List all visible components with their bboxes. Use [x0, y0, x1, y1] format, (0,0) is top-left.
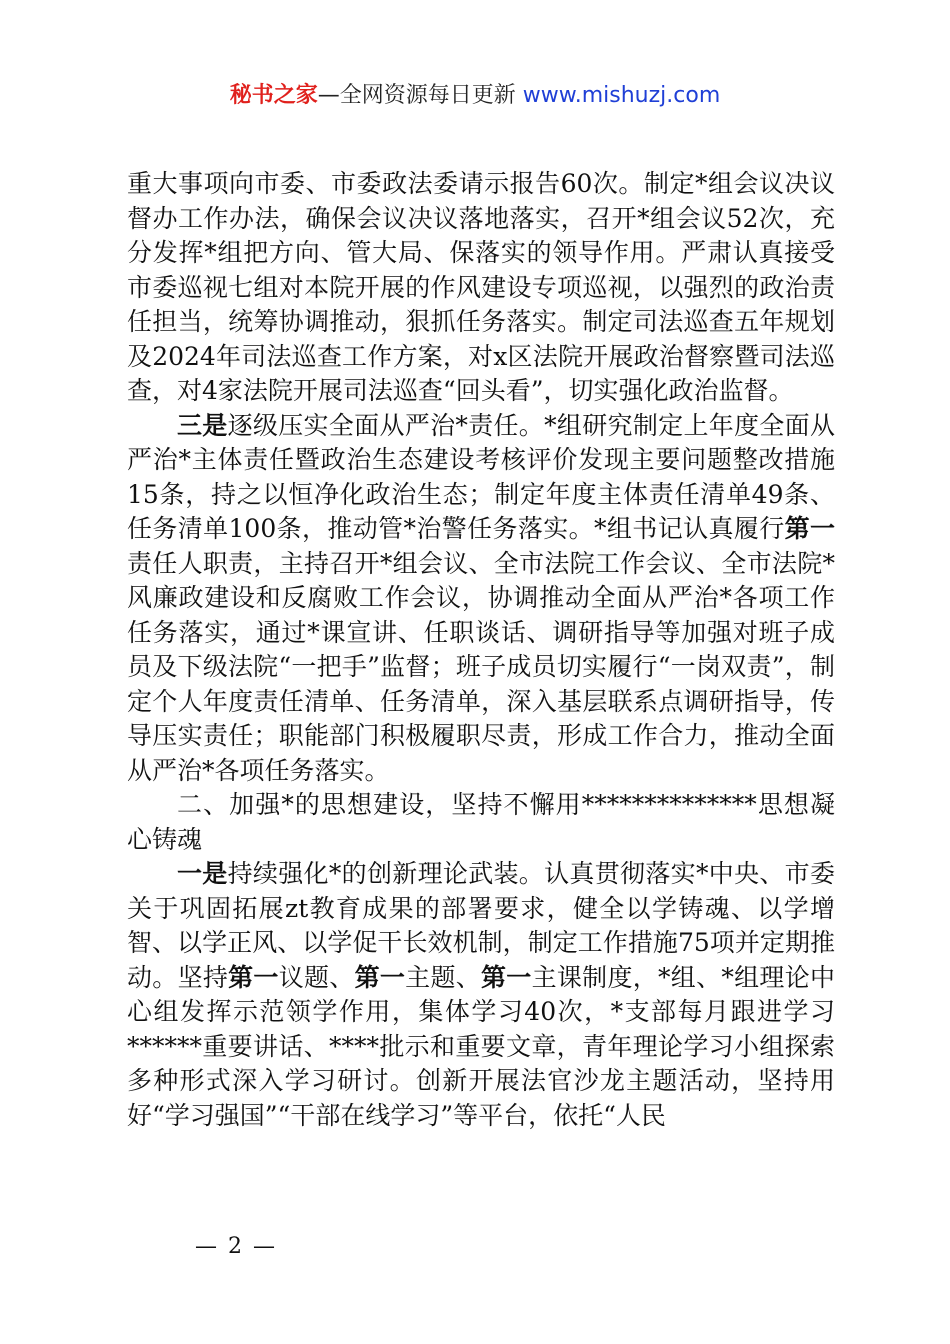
text-run: 二、加强*的思想建设，坚持不懈用**************思想凝心铸魂 — [127, 790, 835, 854]
section-heading — [127, 788, 835, 857]
site-tagline: 全网资源每日更新 — [339, 83, 516, 108]
site-banner — [0, 80, 950, 112]
bold-text-run: 第一 — [481, 962, 532, 992]
bold-text-run: 第一 — [354, 962, 406, 992]
bold-text-run: 第一 — [228, 962, 279, 992]
paragraph — [127, 857, 835, 1133]
text-run: 责任人职责，主持召开*组会议、全市法院工作会议、全市法院*风廉政建设和反腐败工作会议，协调推动全面从严治*各项工作任务落实，通过*课宣讲、任职谈话、调研指导等加强对班子成员及下级法院“一把手”监督；班子成员切实履行“一岗双责”，制定个人年度责任清单、任务清单，深入基层联系点调研指导，传导压实责任；职能部门积极履职尽责，形成工作合力，推动全面从严治*各项任务落实。 — [127, 548, 835, 785]
document-body — [127, 167, 835, 1133]
bold-text-run: 第一 — [784, 514, 835, 543]
text-run: 主课制度，*组、*组理论中心组发挥示范领学作用，集体学习40次，*支部每月跟进学习******重要讲话、****批示和重要文章，青年理论学习小组探索多种形式深入学习研讨。创新开展法官沙龙主题活动，坚持用好“学习强国”“干部在线学习”等平台，依托“人民 — [127, 962, 835, 1130]
text-run: 逐级压实全面从严治*责任。*组研究制定上年度全面从严治*主体责任暨政治生态建设考核评价发现主要问题整改措施15条，持之以恒净化政治生态；制定年度主体责任清单49条、任务清单100条，推动管*治警任务落实。*组书记认真履行 — [127, 410, 835, 543]
text-run: 主题、 — [405, 962, 482, 992]
site-url-link[interactable]: www.mishuzj.com — [522, 83, 721, 108]
bold-text-run: 三是 — [177, 410, 228, 440]
paragraph — [127, 167, 835, 409]
text-run: 重大事项向市委、市委政法委请示报告60次。制定*组会议决议督办工作办法，确保会议决议落地落实，召开*组会议52次，充分发挥*组把方向、管大局、保落实的领导作用。严肃认真接受市委巡视七组对本院开展的作风建设专项巡视，以强烈的政治责任担当，统筹协调推动，狠抓任务落实。制定司法巡查五年规划及2024年司法巡查工作方案，对x区法院开展政治督察暨司法巡查，对4家法院开展司法巡查“回头看”，切实强化政治监督。 — [127, 169, 835, 405]
site-brand-name: 秘书之家 — [229, 83, 318, 108]
bold-text-run: 一是 — [177, 859, 228, 888]
text-run: 持续强化*的创新理论武装。认真贯彻落实*中央、市委关于巩固拓展zt教育成果的部署要求，健全以学铸魂、以学增智、以学正风、以学促干长效机制，制定工作措施75项并定期推动。坚持 — [127, 859, 835, 992]
banner-dash: — — [317, 83, 340, 108]
text-run: 议题、 — [278, 962, 355, 992]
page-number: — 2 — — [195, 1234, 277, 1259]
paragraph — [127, 409, 835, 789]
